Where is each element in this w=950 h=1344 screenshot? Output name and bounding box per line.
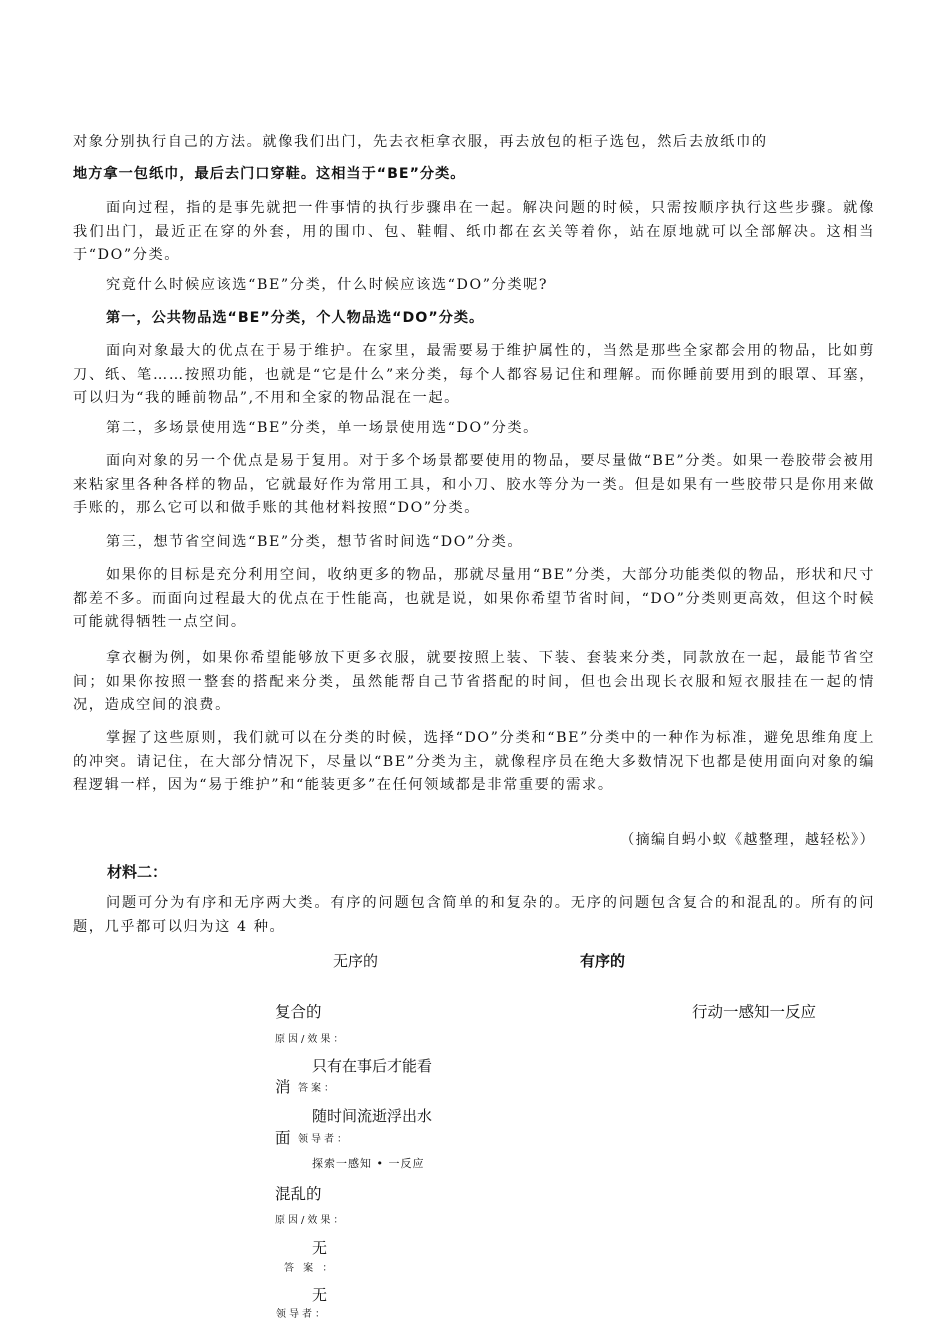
chaotic-leader-value: 无 <box>312 1286 328 1304</box>
paragraph-2: 地方拿一包纸巾，最后去门口穿鞋。这相当于“BE”分类。 <box>73 166 466 182</box>
chaotic-answer-value: 无 <box>312 1239 328 1257</box>
chaotic-leader-label: 领导者： <box>276 1309 328 1320</box>
paragraph-11: 拿衣橱为例，如果你希望能够放下更多衣服，就要按照上装、下装、套装来分类，同款放在一起，最能节省空间；如果你按照一整套的搭配来分类，虽然能帮自己节省搭配的时间，但也会出现长衣服和短衣服挂在一起的情况，造成空间的浪费。 <box>73 650 875 713</box>
paragraph-1: 对象分别执行自己的方法。就像我们出门，先去衣柜拿衣服，再去放包的柜子选包，然后去放纸巾的 <box>73 134 768 150</box>
paragraph-12: 掌握了这些原则，我们就可以在分类的时候，选择“DO”分类和“BE”分类中的一种作为标准，避免思维角度上的冲突。请记住，在大部分情况下，尽量以“BE”分类为主，就像程序员在绝大多数情况下也都是使用面向对象的编程逻辑一样，因为“易于维护”和“能装更多”在任何领域都是非常重要的需求。 <box>73 730 875 793</box>
paragraph-6: 面向对象最大的优点在于易于维护。在家里，最需要易于维护属性的，当然是那些全家都会用的物品，比如剪刀、纸、笔……按照功能，也就是“它是什么”来分类，每个人都容易记住和理解。而你睡前要用到的眼罩、耳塞，可以归为“我的睡前物品”,不用和全家的物品混在一起。 <box>73 343 875 406</box>
material-2-heading: 材料二： <box>107 863 168 881</box>
complex-leader-value: 探索一感知 • 一反应 <box>312 1157 425 1170</box>
chaotic-answer-label: 答 案 ： <box>284 1263 336 1274</box>
complex-cause-value: 只有在事后才能看 <box>312 1057 433 1075</box>
unordered-heading: 无序的 <box>333 952 379 970</box>
paragraph-5: 第一，公共物品选“BE”分类，个人物品选“DO”分类。 <box>106 310 485 326</box>
complex-answer-prefix: 消 <box>275 1078 291 1096</box>
chaotic-label: 混乱的 <box>275 1185 322 1203</box>
paragraph-3: 面向过程，指的是事先就把一件事情的执行步骤串在一起。解决问题的时候，只需按顺序执行这些步骤。就像我们出门，最近正在穿的外套，用的围巾、包、鞋帽、纸巾都在玄关等着你，站在原地就可以全部解决。这相当于“DO”分类。 <box>73 200 875 263</box>
complex-answer-label: 答案： <box>298 1083 337 1094</box>
paragraph-8: 面向对象的另一个优点是易于复用。对于多个场景都要使用的物品，要尽量做“BE”分类。如果一卷胶带会被用来粘家里各种各样的物品，它就最好作为常用工具，和小刀、胶水等分为一类。但是如果有一些胶带只是你用来做手账的，那么它可以和做手账的其他材料按照“DO”分类。 <box>73 453 875 516</box>
paragraph-9: 第三，想节省空间选“BE”分类，想节省时间选“DO”分类。 <box>106 534 524 550</box>
paragraph-10: 如果你的目标是充分利用空间，收纳更多的物品，那就尽量用“BE”分类，大部分功能类似的物品，形状和尺寸都差不多。而面向过程最大的优点在于性能高，也就是说，如果你希望节省时间，“DO”分类则更高效，但这个时候可能就得牺牲一点空间。 <box>73 567 875 630</box>
material-2-intro: 问题可分为有序和无序两大类。有序的问题包含简单的和复杂的。无序的问题包含复合的和混乱的。所有的问题，几乎都可以归为这 4 种。 <box>73 895 875 935</box>
complex-answer-value: 随时间流逝浮出水 <box>312 1107 433 1125</box>
complex-leader-label: 领导者： <box>298 1134 350 1145</box>
ordered-action-label: 行动一感知一反应 <box>692 1003 817 1021</box>
complex-cause-effect-label: 原因/效果： <box>275 1034 347 1045</box>
ordered-heading: 有序的 <box>580 952 626 970</box>
complex-label: 复合的 <box>275 1003 322 1021</box>
paragraph-7: 第二，多场景使用选“BE”分类，单一场景使用选“DO”分类。 <box>106 420 539 436</box>
paragraph-4: 究竟什么时候应该选“BE”分类，什么时候应该选“DO”分类呢? <box>106 277 549 293</box>
chaotic-cause-effect-label: 原因/效果： <box>275 1215 347 1226</box>
source-citation: （摘编自蚂小蚁《越整理，越轻松》） <box>620 832 875 848</box>
complex-leader-prefix: 面 <box>275 1129 291 1147</box>
